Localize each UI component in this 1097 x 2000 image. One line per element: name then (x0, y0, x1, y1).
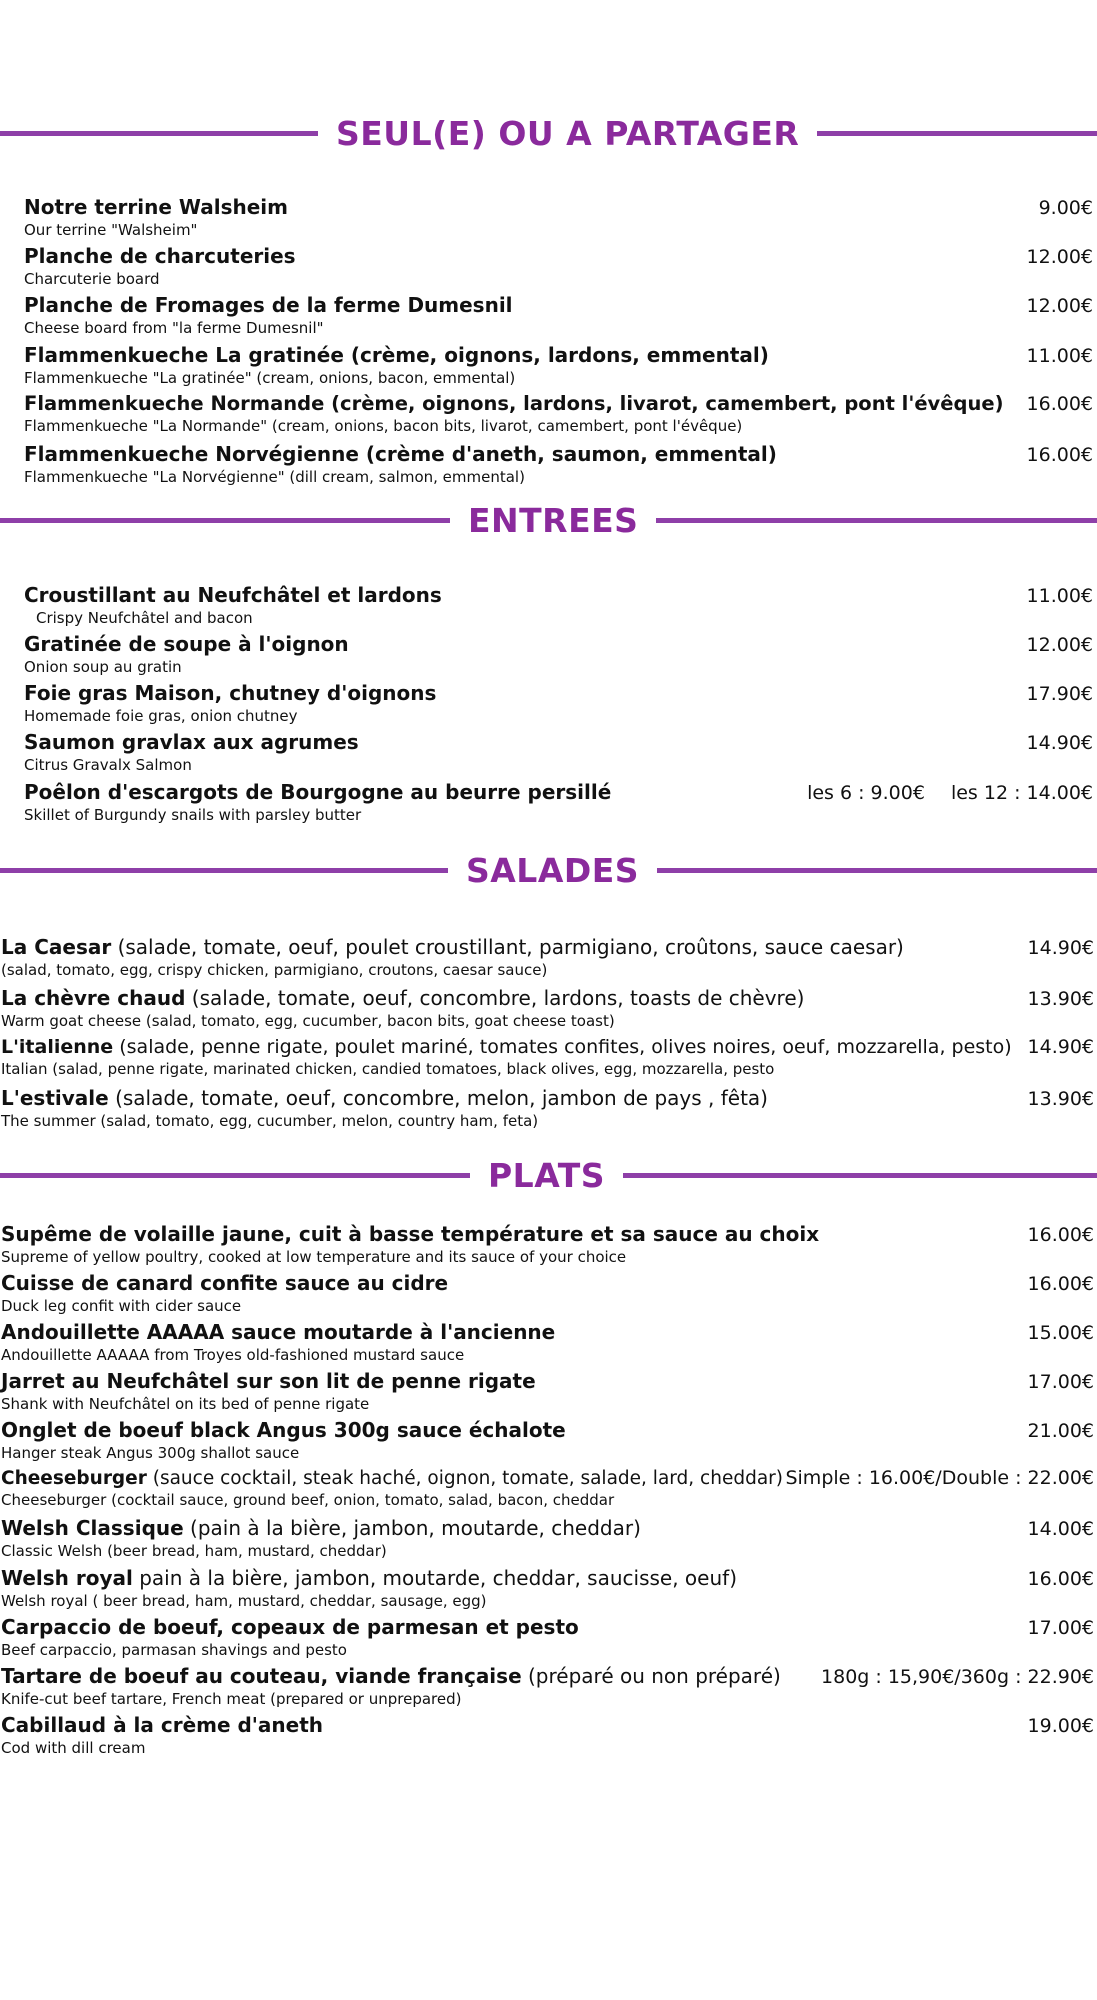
item-name: Flammenkueche Norvégienne (crème d'aneth, saumon, emmental) (24, 442, 777, 466)
item-details: (sauce cocktail, steak haché, oignon, tomate, salade, lard, cheddar) (146, 1468, 783, 1489)
item-name-group (1, 1086, 768, 1110)
menu-item (1, 1566, 1094, 1610)
section-heading-plats (0, 1153, 1097, 1197)
item-details: (salade, tomate, oeuf, poulet croustillant, parmigiano, croûtons, sauce caesar) (111, 935, 904, 959)
item-name-group (1, 1664, 781, 1688)
menu-item (1, 935, 1094, 979)
item-description: Italian (salad, penne rigate, marinated chicken, candied tomatoes, black olives, egg, mozzarella, pesto (1, 1060, 775, 1078)
menu-item (1, 1615, 1094, 1659)
item-name: Planche de charcuteries (24, 244, 296, 268)
menu-item (24, 730, 1093, 774)
item-price: 11.00€ (1026, 585, 1093, 607)
item-name-group (1, 935, 904, 959)
menu-item (24, 442, 1093, 486)
item-description: Supreme of yellow poultry, cooked at low temperature and its sauce of your choice (1, 1248, 627, 1266)
item-description: Duck leg confit with cider sauce (1, 1297, 242, 1315)
menu-item (1, 986, 1094, 1030)
item-description: Skillet of Burgundy snails with parsley butter (24, 806, 362, 824)
item-description: Our terrine "Walsheim" (24, 221, 198, 239)
menu-item (1, 1086, 1094, 1130)
menu-item (1, 1036, 1094, 1078)
item-price: 16.00€ (1027, 1273, 1094, 1295)
item-name: Tartare de boeuf au couteau, viande française (1, 1664, 522, 1688)
heading-rule-left (0, 868, 448, 873)
item-description: Shank with Neufchâtel on its bed of penne rigate (1, 1395, 370, 1413)
item-name: Supême de volaille jaune, cuit à basse température et sa sauce au choix (1, 1222, 820, 1246)
menu-item (24, 293, 1093, 337)
item-details: pain à la bière, jambon, moutarde, cheddar, saucisse, oeuf) (132, 1566, 737, 1590)
item-price-12: les 12 : 14.00€ (950, 782, 1093, 804)
menu-item (24, 632, 1093, 676)
menu-item (1, 1320, 1094, 1364)
menu-item (1, 1516, 1094, 1560)
item-name: Saumon gravlax aux agrumes (24, 730, 359, 754)
item-details: (salade, tomate, oeuf, concombre, lardons, toasts de chèvre) (185, 986, 805, 1010)
item-name: La chèvre chaud (1, 986, 186, 1010)
section-title: ENTREES (468, 500, 639, 540)
item-price: 12.00€ (1026, 295, 1093, 317)
item-price: 13.90€ (1027, 988, 1094, 1010)
heading-rule-right (657, 868, 1097, 873)
menu-item (1, 1222, 1094, 1266)
item-description: Knife-cut beef tartare, French meat (prepared or unprepared) (1, 1690, 462, 1708)
item-name: Flammenkueche Normande (crème, oignons, lardons, livarot, camembert, pont l'évêque) (24, 392, 1004, 415)
menu-item (24, 780, 1093, 824)
item-name: Andouillette AAAAA sauce moutarde à l'ancienne (1, 1320, 556, 1344)
item-name: Carpaccio de boeuf, copeaux de parmesan et pesto (1, 1615, 579, 1639)
item-description: Andouillette AAAAA from Troyes old-fashioned mustard sauce (1, 1346, 465, 1364)
item-description: Cheeseburger (cocktail sauce, ground beef, onion, tomato, salad, bacon, cheddar (1, 1491, 615, 1509)
item-details: (salade, tomate, oeuf, concombre, melon, jambon de pays , fêta) (108, 1086, 768, 1110)
item-price: 17.90€ (1026, 683, 1093, 705)
item-description: Flammenkueche "La gratinée" (cream, onions, bacon, emmental) (24, 369, 516, 387)
item-description: Crispy Neufchâtel and bacon (36, 609, 253, 627)
item-name: Cuisse de canard confite sauce au cidre (1, 1271, 449, 1295)
item-name: Croustillant au Neufchâtel et lardons (24, 583, 442, 607)
item-price: 14.90€ (1027, 1036, 1094, 1058)
item-name: Welsh royal (1, 1566, 133, 1590)
item-price: 180g : 15,90€/360g : 22.90€ (821, 1666, 1094, 1688)
menu-item (24, 392, 1093, 435)
item-name: Planche de Fromages de la ferme Dumesnil (24, 293, 513, 317)
item-price: 17.00€ (1027, 1371, 1094, 1393)
item-description: Citrus Gravalx Salmon (24, 756, 192, 774)
item-name: L'italienne (1, 1036, 114, 1058)
item-name-group (1, 1036, 1012, 1058)
item-price: 21.00€ (1027, 1420, 1094, 1442)
menu-item (24, 343, 1093, 387)
menu-item (1, 1418, 1094, 1462)
item-name: Cheeseburger (1, 1468, 147, 1489)
item-price: 12.00€ (1026, 246, 1093, 268)
item-description: The summer (salad, tomato, egg, cucumber, melon, country ham, feta) (1, 1112, 539, 1130)
item-description: Onion soup au gratin (24, 658, 182, 676)
item-description: Hanger steak Angus 300g shallot sauce (1, 1444, 300, 1462)
item-description: Cheese board from "la ferme Dumesnil" (24, 319, 324, 337)
section-heading-salades (0, 848, 1097, 892)
item-name: Onglet de boeuf black Angus 300g sauce échalote (1, 1418, 566, 1442)
item-price: 15.00€ (1027, 1322, 1094, 1344)
heading-rule-left (0, 1173, 470, 1178)
item-description: Flammenkueche "La Norvégienne" (dill cream, salmon, emmental) (24, 468, 525, 486)
item-price: Simple : 16.00€/Double : 22.00€ (785, 1467, 1094, 1489)
item-price: 14.00€ (1027, 1518, 1094, 1540)
heading-rule-left (0, 131, 318, 136)
section-title: SEUL(E) OU A PARTAGER (336, 113, 800, 153)
item-description: Charcuterie board (24, 270, 160, 288)
item-name-group (1, 1468, 783, 1489)
item-price: 16.00€ (1026, 393, 1093, 415)
menu-item (1, 1664, 1094, 1708)
section-title: PLATS (488, 1155, 605, 1195)
item-details: (pain à la bière, jambon, moutarde, cheddar) (183, 1516, 641, 1540)
item-price: 11.00€ (1026, 345, 1093, 367)
menu-item (24, 195, 1093, 239)
item-details: (préparé ou non préparé) (521, 1664, 781, 1688)
item-name: Notre terrine Walsheim (24, 195, 289, 219)
menu-item (1, 1271, 1094, 1315)
item-price: 9.00€ (1038, 197, 1093, 219)
item-description: (salad, tomato, egg, crispy chicken, parmigiano, croutons, caesar sauce) (1, 961, 548, 979)
item-name: Poêlon d'escargots de Bourgogne au beurre persillé (24, 780, 612, 804)
item-price: 14.90€ (1026, 732, 1093, 754)
item-name-group (1, 1516, 641, 1540)
item-price: 12.00€ (1026, 634, 1093, 656)
item-name-group (1, 1566, 737, 1590)
item-price: 17.00€ (1027, 1617, 1094, 1639)
item-price: 19.00€ (1027, 1715, 1094, 1737)
item-price: 16.00€ (1026, 444, 1093, 466)
item-name: Jarret au Neufchâtel sur son lit de penne rigate (1, 1369, 536, 1393)
item-name: L'estivale (1, 1086, 109, 1110)
section-heading-entrees (0, 498, 1097, 542)
item-name: Foie gras Maison, chutney d'oignons (24, 681, 437, 705)
menu-item (24, 583, 1093, 627)
item-name: Gratinée de soupe à l'oignon (24, 632, 349, 656)
item-name: La Caesar (1, 935, 112, 959)
item-description: Cod with dill cream (1, 1739, 146, 1757)
item-description: Welsh royal ( beer bread, ham, mustard, cheddar, sausage, egg) (1, 1592, 487, 1610)
item-name: Cabillaud à la crème d'aneth (1, 1713, 324, 1737)
item-description: Homemade foie gras, onion chutney (24, 707, 298, 725)
item-name-group (1, 986, 804, 1010)
item-price: 16.00€ (1027, 1224, 1094, 1246)
item-description: Flammenkueche "La Normande" (cream, onions, bacon bits, livarot, camembert, pont l'évêque) (24, 417, 743, 435)
item-description: Classic Welsh (beer bread, ham, mustard, cheddar) (1, 1542, 387, 1560)
menu-item (1, 1713, 1094, 1757)
item-price: 14.90€ (1027, 937, 1094, 959)
menu-item (1, 1369, 1094, 1413)
item-description: Warm goat cheese (salad, tomato, egg, cucumber, bacon bits, goat cheese toast) (1, 1012, 615, 1030)
menu-item (1, 1467, 1094, 1509)
item-name: Flammenkueche La gratinée (crème, oignons, lardons, emmental) (24, 343, 769, 367)
item-description: Beef carpaccio, parmasan shavings and pesto (1, 1641, 347, 1659)
heading-rule-right (623, 1173, 1097, 1178)
menu-item (24, 244, 1093, 288)
heading-rule-right (656, 518, 1097, 523)
section-title: SALADES (466, 850, 640, 890)
heading-rule-right (817, 131, 1097, 136)
section-heading-seul-ou-a-partager (0, 111, 1097, 155)
item-price-group (807, 782, 1093, 804)
item-details: (salade, penne rigate, poulet mariné, tomates confites, olives noires, oeuf, mozzarella, pesto) (113, 1036, 1012, 1058)
heading-rule-left (0, 518, 450, 523)
menu-item (24, 681, 1093, 725)
item-price-6: les 6 : 9.00€ (807, 782, 925, 804)
item-name: Welsh Classique (1, 1516, 184, 1540)
item-price: 13.90€ (1027, 1088, 1094, 1110)
item-price: 16.00€ (1027, 1568, 1094, 1590)
